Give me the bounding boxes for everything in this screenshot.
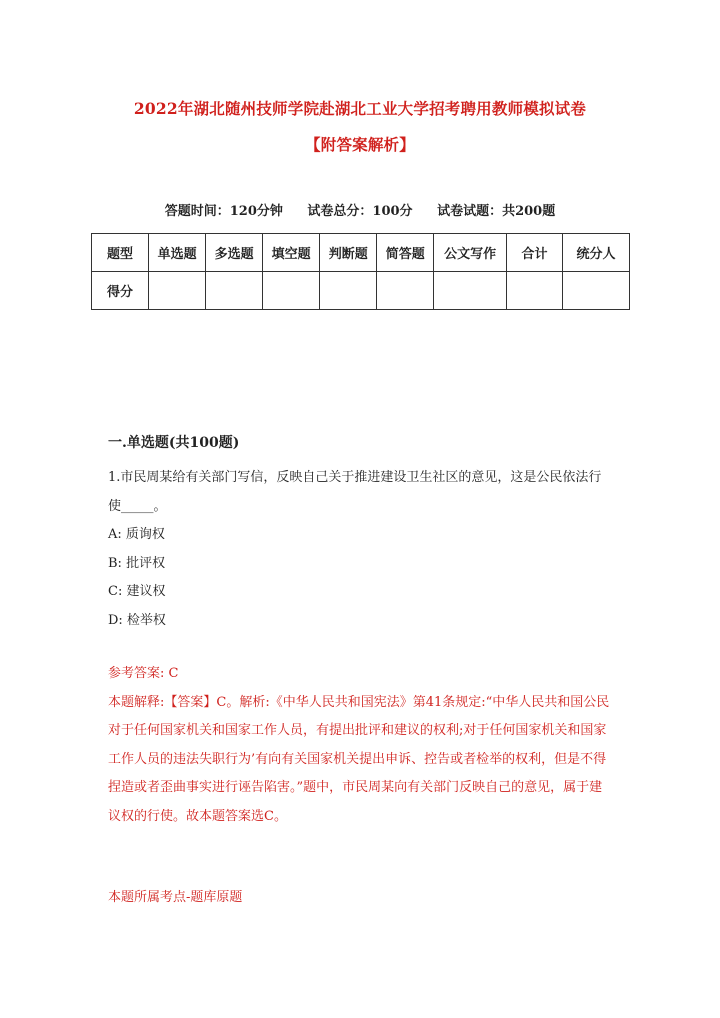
table-header-cell: 统分人 — [563, 234, 630, 272]
table-header-cell: 合计 — [506, 234, 562, 272]
table-header-cell: 公文写作 — [434, 234, 507, 272]
score-cell[interactable] — [377, 272, 434, 310]
table-header-cell: 填空题 — [263, 234, 320, 272]
answer-block — [108, 660, 613, 831]
score-table-score-row — [92, 272, 630, 310]
option-d: D: 检举权 — [108, 612, 166, 628]
question-block — [108, 464, 608, 635]
option-a: A: 质询权 — [108, 527, 165, 542]
table-header-cell: 单选题 — [149, 234, 206, 272]
exam-meta — [0, 200, 720, 219]
question-text: 1.市民周某给有关部门写信，反映自己关于推进建设卫生社区的意见，这是公民依法行使_____。 — [108, 470, 602, 514]
score-cell[interactable] — [263, 272, 320, 310]
document-title: 2022年湖北随州技师学院赴湖北工业大学招考聘用教师模拟试卷 — [133, 99, 587, 118]
table-header-cell: 判断题 — [320, 234, 377, 272]
document-subtitle: 【附答案解析】 — [305, 135, 415, 154]
score-cell[interactable] — [434, 272, 507, 310]
exam-time: 答题时间：120分钟 — [164, 204, 283, 219]
option-c: C: 建议权 — [108, 584, 166, 599]
section-heading: 一.单选题(共100题) — [108, 435, 240, 451]
table-header-cell: 题型 — [92, 234, 149, 272]
table-header-cell: 多选题 — [206, 234, 263, 272]
exam-question-count: 试卷试题：共200题 — [437, 204, 556, 219]
option-b: B: 批评权 — [108, 555, 166, 571]
score-cell[interactable] — [206, 272, 263, 310]
knowledge-point: 本题所属考点-题库原题 — [108, 890, 243, 905]
score-cell[interactable] — [320, 272, 377, 310]
score-cell[interactable] — [149, 272, 206, 310]
table-row-label: 得分 — [92, 272, 149, 310]
score-table — [91, 233, 630, 310]
exam-total-score: 试卷总分：100分 — [307, 204, 413, 219]
score-table-header-row — [92, 234, 630, 272]
reference-answer: 参考答案: C — [108, 666, 179, 681]
score-cell[interactable] — [506, 272, 562, 310]
score-cell[interactable] — [563, 272, 630, 310]
answer-explanation: 本题解释:【答案】C。解析:《中华人民共和国宪法》第41条规定:“中华人民共和国公民对于任何国家机关和国家工作人员，有提出批评和建议的权利;对于任何国家机关和国家工作人员的违法失职行为’有向有关国家机关提出申诉、控告或者检举的权利，但是不得捏造或者歪曲事实进行诬告陷害。”题中，市民周某向有关部门反映自己的意见，属于建议权的行使。故本题答案选C。 — [108, 694, 610, 824]
table-header-cell: 简答题 — [377, 234, 434, 272]
